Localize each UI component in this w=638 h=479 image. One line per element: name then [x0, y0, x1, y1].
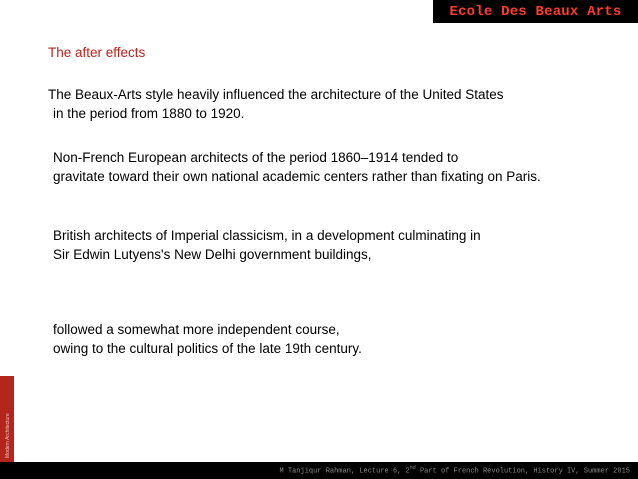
footer-credit-suffix: Part of French Revolution, History IV, Summer 2015 [415, 467, 630, 476]
side-label: Modern Architecture [5, 413, 11, 458]
side-label-strip [0, 376, 14, 462]
slide-title: Ecole Des Beaux Arts [449, 3, 622, 20]
footer-credit [280, 465, 631, 475]
footer-credit-sup: nd [409, 465, 416, 472]
paragraph-line: British architects of Imperial classicism, in a development culminating in [53, 228, 481, 243]
paragraph-european-architects [53, 148, 541, 186]
slide-title-box [433, 0, 638, 23]
paragraph-line: Sir Edwin Lutyens's New Delhi government buildings, [53, 247, 372, 262]
paragraph-us-influence [48, 85, 504, 123]
paragraph-independent-course [53, 320, 362, 358]
paragraph-line: gravitate toward their own national academic centers rather than fixating on Paris. [53, 169, 541, 184]
paragraph-line: followed a somewhat more independent course, [53, 322, 340, 337]
footer-bar [0, 462, 638, 479]
paragraph-british-architects [53, 226, 481, 264]
section-heading: The after effects [48, 45, 146, 60]
paragraph-line: The Beaux-Arts style heavily influenced the architecture of the United States [48, 87, 504, 102]
paragraph-line: owing to the cultural politics of the late 19th century. [53, 341, 362, 356]
paragraph-line: Non-French European architects of the period 1860–1914 tended to [53, 150, 459, 165]
footer-credit-prefix: M Tanjiqur Rahman, Lecture 6, 2 [279, 467, 410, 476]
paragraph-line: in the period from 1880 to 1920. [53, 106, 245, 121]
